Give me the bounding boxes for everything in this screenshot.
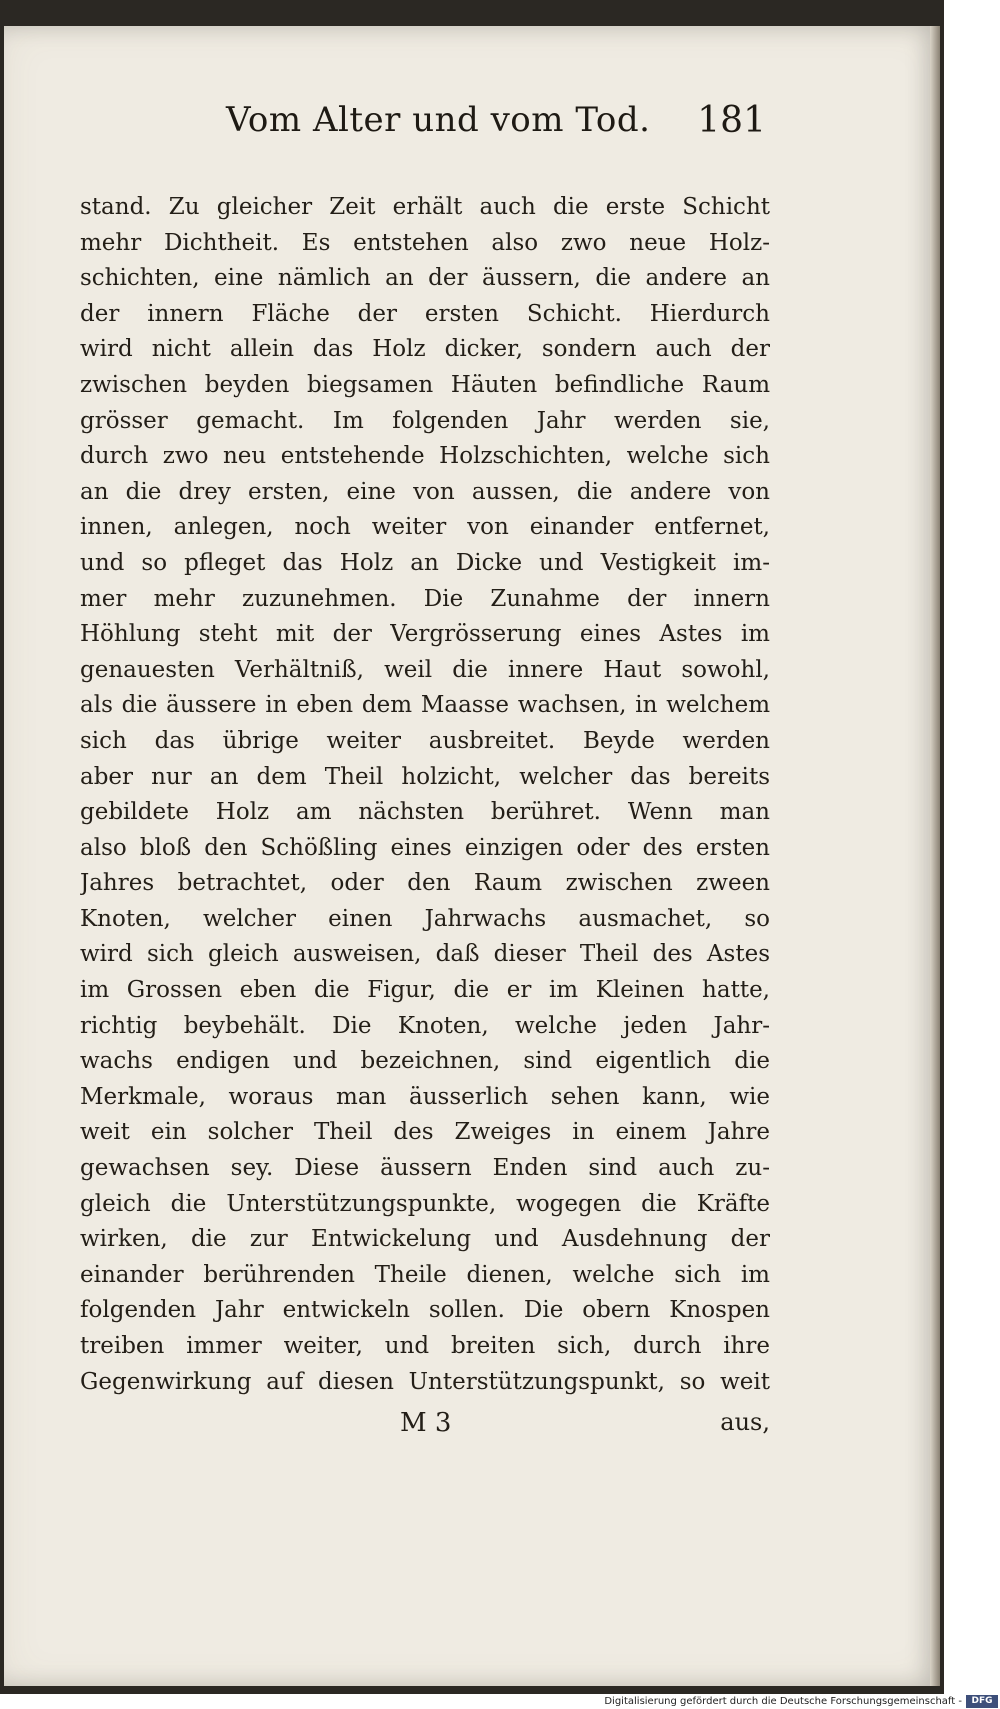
text-line: als die äussere in eben dem Maasse wachsen, in welchem bbox=[80, 692, 770, 719]
text-line: sich das übrige weiter ausbreitet. Beyde werden bbox=[80, 727, 770, 754]
catchword: aus, bbox=[720, 1408, 770, 1436]
signature-mark: M 3 bbox=[400, 1408, 452, 1438]
text-line: Höhlung steht mit der Vergrösserung eines Astes im bbox=[80, 621, 770, 648]
text-line: zwischen beyden biegsamen Häuten befindliche Raum bbox=[80, 371, 770, 398]
running-title: Vom Alter und vom Tod. bbox=[226, 100, 651, 140]
text-line: richtig beybehält. Die Knoten, welche jeden Jahr- bbox=[80, 1012, 770, 1039]
text-line: mer mehr zuzunehmen. Die Zunahme der innern bbox=[80, 585, 770, 612]
text-line: also bloß den Schößling eines einzigen oder des ersten bbox=[80, 834, 770, 861]
text-line: an die drey ersten, eine von aussen, die andere von bbox=[80, 478, 770, 505]
text-line: Jahres betrachtet, oder den Raum zwischen zween bbox=[80, 870, 770, 897]
text-line: Merkmale, woraus man äusserlich sehen kann, wie bbox=[80, 1083, 770, 1110]
digitization-credit: Digitalisierung gefördert durch die Deutsche Forschungsgemeinschaft - bbox=[604, 1696, 962, 1707]
text-line: schichten, eine nämlich an der äussern, die andere an bbox=[80, 265, 770, 292]
text-line: wird nicht allein das Holz dicker, sondern auch der bbox=[80, 336, 770, 363]
text-line: weit ein solcher Theil des Zweiges in einem Jahre bbox=[80, 1119, 770, 1146]
text-line: wird sich gleich ausweisen, daß dieser Theil des Astes bbox=[80, 941, 770, 968]
text-line: gleich die Unterstützungspunkte, wogegen die Kräfte bbox=[80, 1190, 770, 1217]
text-line: und so pfleget das Holz an Dicke und Vestigkeit im- bbox=[80, 549, 770, 576]
running-head bbox=[226, 100, 766, 156]
text-line: einander berührenden Theile dienen, welche sich im bbox=[80, 1261, 770, 1288]
text-line: der innern Fläche der ersten Schicht. Hierdurch bbox=[80, 300, 770, 327]
text-line: folgenden Jahr entwickeln sollen. Die obern Knospen bbox=[80, 1297, 770, 1324]
page-footer bbox=[80, 1408, 770, 1448]
text-line: stand. Zu gleicher Zeit erhält auch die erste Schicht bbox=[80, 194, 770, 220]
text-line: treiben immer weiter, und breiten sich, durch ihre bbox=[80, 1333, 770, 1359]
text-line: durch zwo neu entstehende Holzschichten, welche sich bbox=[80, 443, 770, 470]
text-line: Gegenwirkung auf diesen Unterstützungspunkt, so weit bbox=[80, 1368, 770, 1395]
body-text bbox=[80, 190, 770, 1400]
digitization-credit-bar bbox=[0, 1694, 1000, 1709]
text-line: wachs endigen und bezeichnen, sind eigentlich die bbox=[80, 1048, 770, 1075]
text-line: innen, anlegen, noch weiter von einander entfernet, bbox=[80, 514, 770, 541]
text-line: gebildete Holz am nächsten berühret. Wenn man bbox=[80, 799, 770, 826]
text-line: im Grossen eben die Figur, die er im Kleinen hatte, bbox=[80, 977, 770, 1004]
text-line: genauesten Verhältniß, weil die innere Haut sowohl, bbox=[80, 656, 770, 683]
text-line: gewachsen sey. Diese äussern Enden sind auch zu- bbox=[80, 1155, 770, 1182]
text-line: mehr Dichtheit. Es entstehen also zwo neue Holz- bbox=[80, 229, 770, 256]
page-edge-shadow bbox=[930, 26, 940, 1686]
text-line: aber nur an dem Theil holzicht, welcher das bereits bbox=[80, 763, 770, 790]
text-line: grösser gemacht. Im folgenden Jahr werden sie, bbox=[80, 407, 770, 434]
dfg-logo-icon: DFG bbox=[966, 1695, 998, 1708]
text-line: wirken, die zur Entwickelung und Ausdehnung der bbox=[80, 1226, 770, 1253]
text-line: Knoten, welcher einen Jahrwachs ausmachet, so bbox=[80, 905, 770, 932]
page-number: 181 bbox=[697, 100, 766, 141]
